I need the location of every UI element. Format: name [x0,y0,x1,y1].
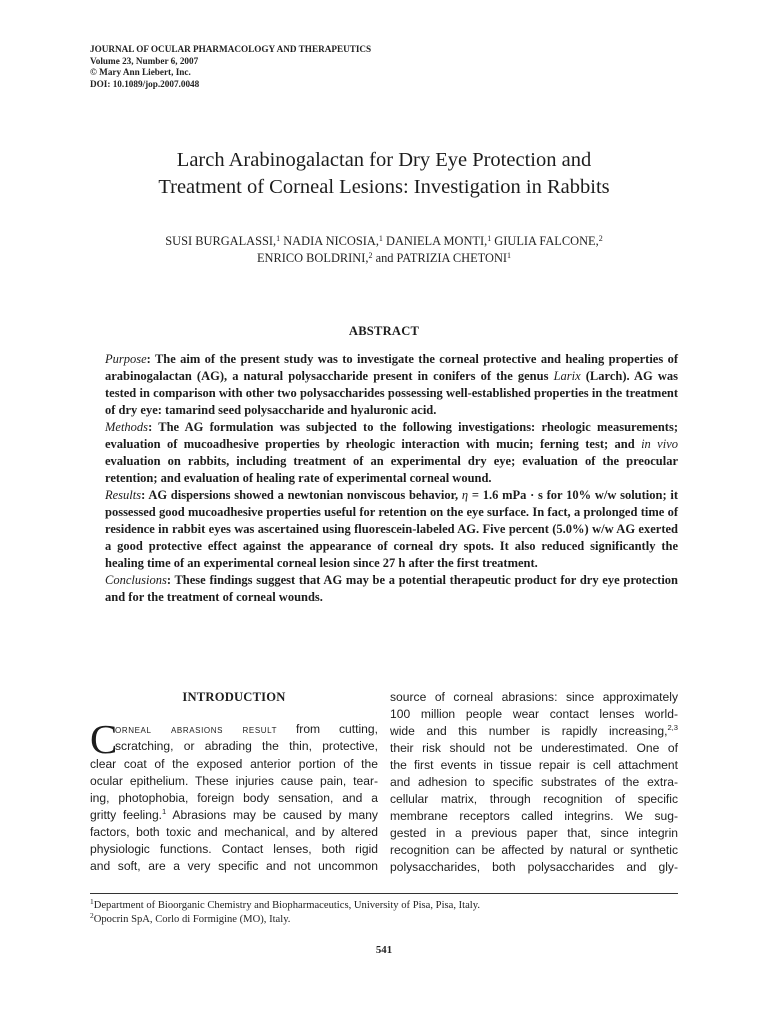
author-name: and PATRIZIA CHETONI [372,251,508,265]
purpose-label: Purpose [105,352,147,366]
footnote-1 [90,899,480,913]
intro-line: ing, photophobia, foreign body sensation, and a [90,791,378,805]
intro-line: polysaccharides, both polysaccharides and gly- [390,860,678,874]
journal-volume: Volume 23, Number 6, 2007 [90,55,199,66]
intro-line [90,807,378,824]
abstract-conclusions [105,572,678,606]
citation-mark: 2,3 [667,723,678,732]
intro-line: gested in a previous paper that, since integrin [390,826,678,840]
intro-line: physiologic functions. Contact lenses, both rigid [90,842,378,856]
intro-line [390,723,678,740]
intro-line: membrane receptors called integrins. We sug- [390,809,678,823]
author-line-1 [84,233,684,250]
journal-name: JOURNAL OF OCULAR PHARMACOLOGY AND THERAPEUTICS [90,44,372,54]
intro-line [90,721,378,738]
abstract-methods [105,419,678,487]
abstract-results [105,487,678,572]
footnote-text: Opocrin SpA, Corlo di Formigine (MO), Italy. [93,914,291,925]
intro-text: gritty feeling. [90,808,163,822]
conclusions-label: Conclusions [105,573,167,587]
article-title [84,147,684,201]
intro-line: factors, both toxic and mechanical, and by altered [90,825,378,839]
affiliation-mark: 2 [368,251,373,260]
author-list [84,233,684,267]
intro-line: recognition can be affected by natural or synthetic [390,843,678,857]
methods-label: Methods [105,420,149,434]
footnote-mark: 2 [90,911,94,920]
author-line-2 [84,250,684,267]
journal-doi: DOI: 10.1089/jop.2007.0048 [90,78,200,89]
purpose-text-cont: (Larch). AG was tested in comparison with other two polysaccharides possessing well-established properties in the treatment of dry eye: tamarind seed polysaccharide and hyaluronic acid. [105,369,679,417]
intro-paragraph [90,716,378,875]
affiliation-mark: 1 [487,234,492,243]
introduction-heading: INTRODUCTION [182,690,286,704]
results-label: Results [105,488,142,502]
author-name: ENRICO BOLDRINI, [256,251,369,265]
intro-line: the first events in tissue repair is cell attachment [390,758,678,772]
intro-line: ocular epithelium. These injuries cause pain, tear- [90,774,378,788]
methods-text-cont: evaluation on rabbits, including treatment of an experimental dry eye; evaluation of the preocular retention; and evaluation of healing rate of experimental corneal wound. [105,454,678,485]
title-line-2: Treatment of Corneal Lesions: Investigation in Rabbits [158,176,610,198]
footnote-mark: 1 [90,897,94,906]
page-number: 541 [375,944,393,956]
drop-cap: C [90,716,118,762]
results-text-cont: = 1.6 mPa · s for 10% w/w solution; it possessed good mucoadhesive properties useful for retention on the eye surface. In fact, a prolonged time of residence in rabbit eyes was ascertained using fluorescein-labeled AG. Five percent (5.0%) w/w AG exerted a good protective effect against the appearance of corneal dry spots. It also reduced significantly the healing time of an experimental corneal lesion since 27 h after the first treatment. [105,488,678,570]
journal-header [90,44,371,90]
results-text: : AG dispersions showed a newtonian nonviscous behavior, [141,488,462,502]
author-name: DANIELA MONTI, [382,234,488,248]
journal-copyright: © Mary Ann Liebert, Inc. [90,67,191,78]
affiliation-mark: 1 [507,251,512,260]
intro-line: scratching, or abrading the thin, protective, [115,739,378,753]
intro-line: clear coat of the exposed anterior portion of the [90,757,378,771]
intro-text: wide and this number is rapidly increasing, [390,724,668,738]
intro-line: their risk should not be underestimated. One of [390,741,678,755]
methods-text: : The AG formulation was subjected to the following investigations: rheologic measurements; evaluation of mucoadhesive properties by rheologic interaction with mucin; ferning test; and [105,420,678,451]
intro-line: and soft, are a very specific and not uncommon [90,859,378,873]
footnote-2 [90,913,480,927]
author-name: GIULIA FALCONE, [491,234,599,248]
title-line-1: Larch Arabinogalactan for Dry Eye Protection and [176,149,592,171]
intro-text: Abrasions may be caused by many [166,808,378,822]
author-name: NADIA NICOSIA, [280,234,379,248]
citation-mark: 1 [162,807,167,816]
conclusions-text: : These findings suggest that AG may be a potential therapeutic product for dry eye protection and for the treatment of corneal wounds. [105,573,678,604]
genus-name: Larix [553,369,581,383]
eta-symbol: η [461,488,469,502]
small-caps-lead: orneal abrasions result [115,722,278,736]
affiliation-mark: 1 [378,234,383,243]
footnote-divider [90,893,678,894]
purpose-text: : The aim of the present study was to investigate the corneal protective and healing properties of arabinogalactan (AG), a natural polysaccharide present in conifers of the genus [105,352,678,383]
in-vivo-term: in vivo [641,437,678,451]
abstract-body [105,351,678,606]
intro-text: from cutting, [277,722,378,736]
abstract-heading: ABSTRACT [348,324,420,338]
intro-line: source of corneal abrasions: since approximately [390,690,678,704]
intro-line: 100 million people wear contact lenses world- [390,707,678,721]
footnotes [90,899,480,927]
affiliation-mark: 1 [276,234,281,243]
footnote-text: Department of Bioorganic Chemistry and Biopharmaceutics, University of Pisa, Pisa, Italy. [93,900,481,911]
affiliation-mark: 2 [598,234,603,243]
introduction-left-column [90,689,378,875]
introduction-right-column [390,689,678,876]
author-name: SUSI BURGALASSI, [165,234,277,248]
intro-line: cellular matrix, through recognition of specific [390,792,678,806]
intro-line: and adhesion to specific substrates of the extra- [390,775,678,789]
abstract-purpose [105,351,678,419]
